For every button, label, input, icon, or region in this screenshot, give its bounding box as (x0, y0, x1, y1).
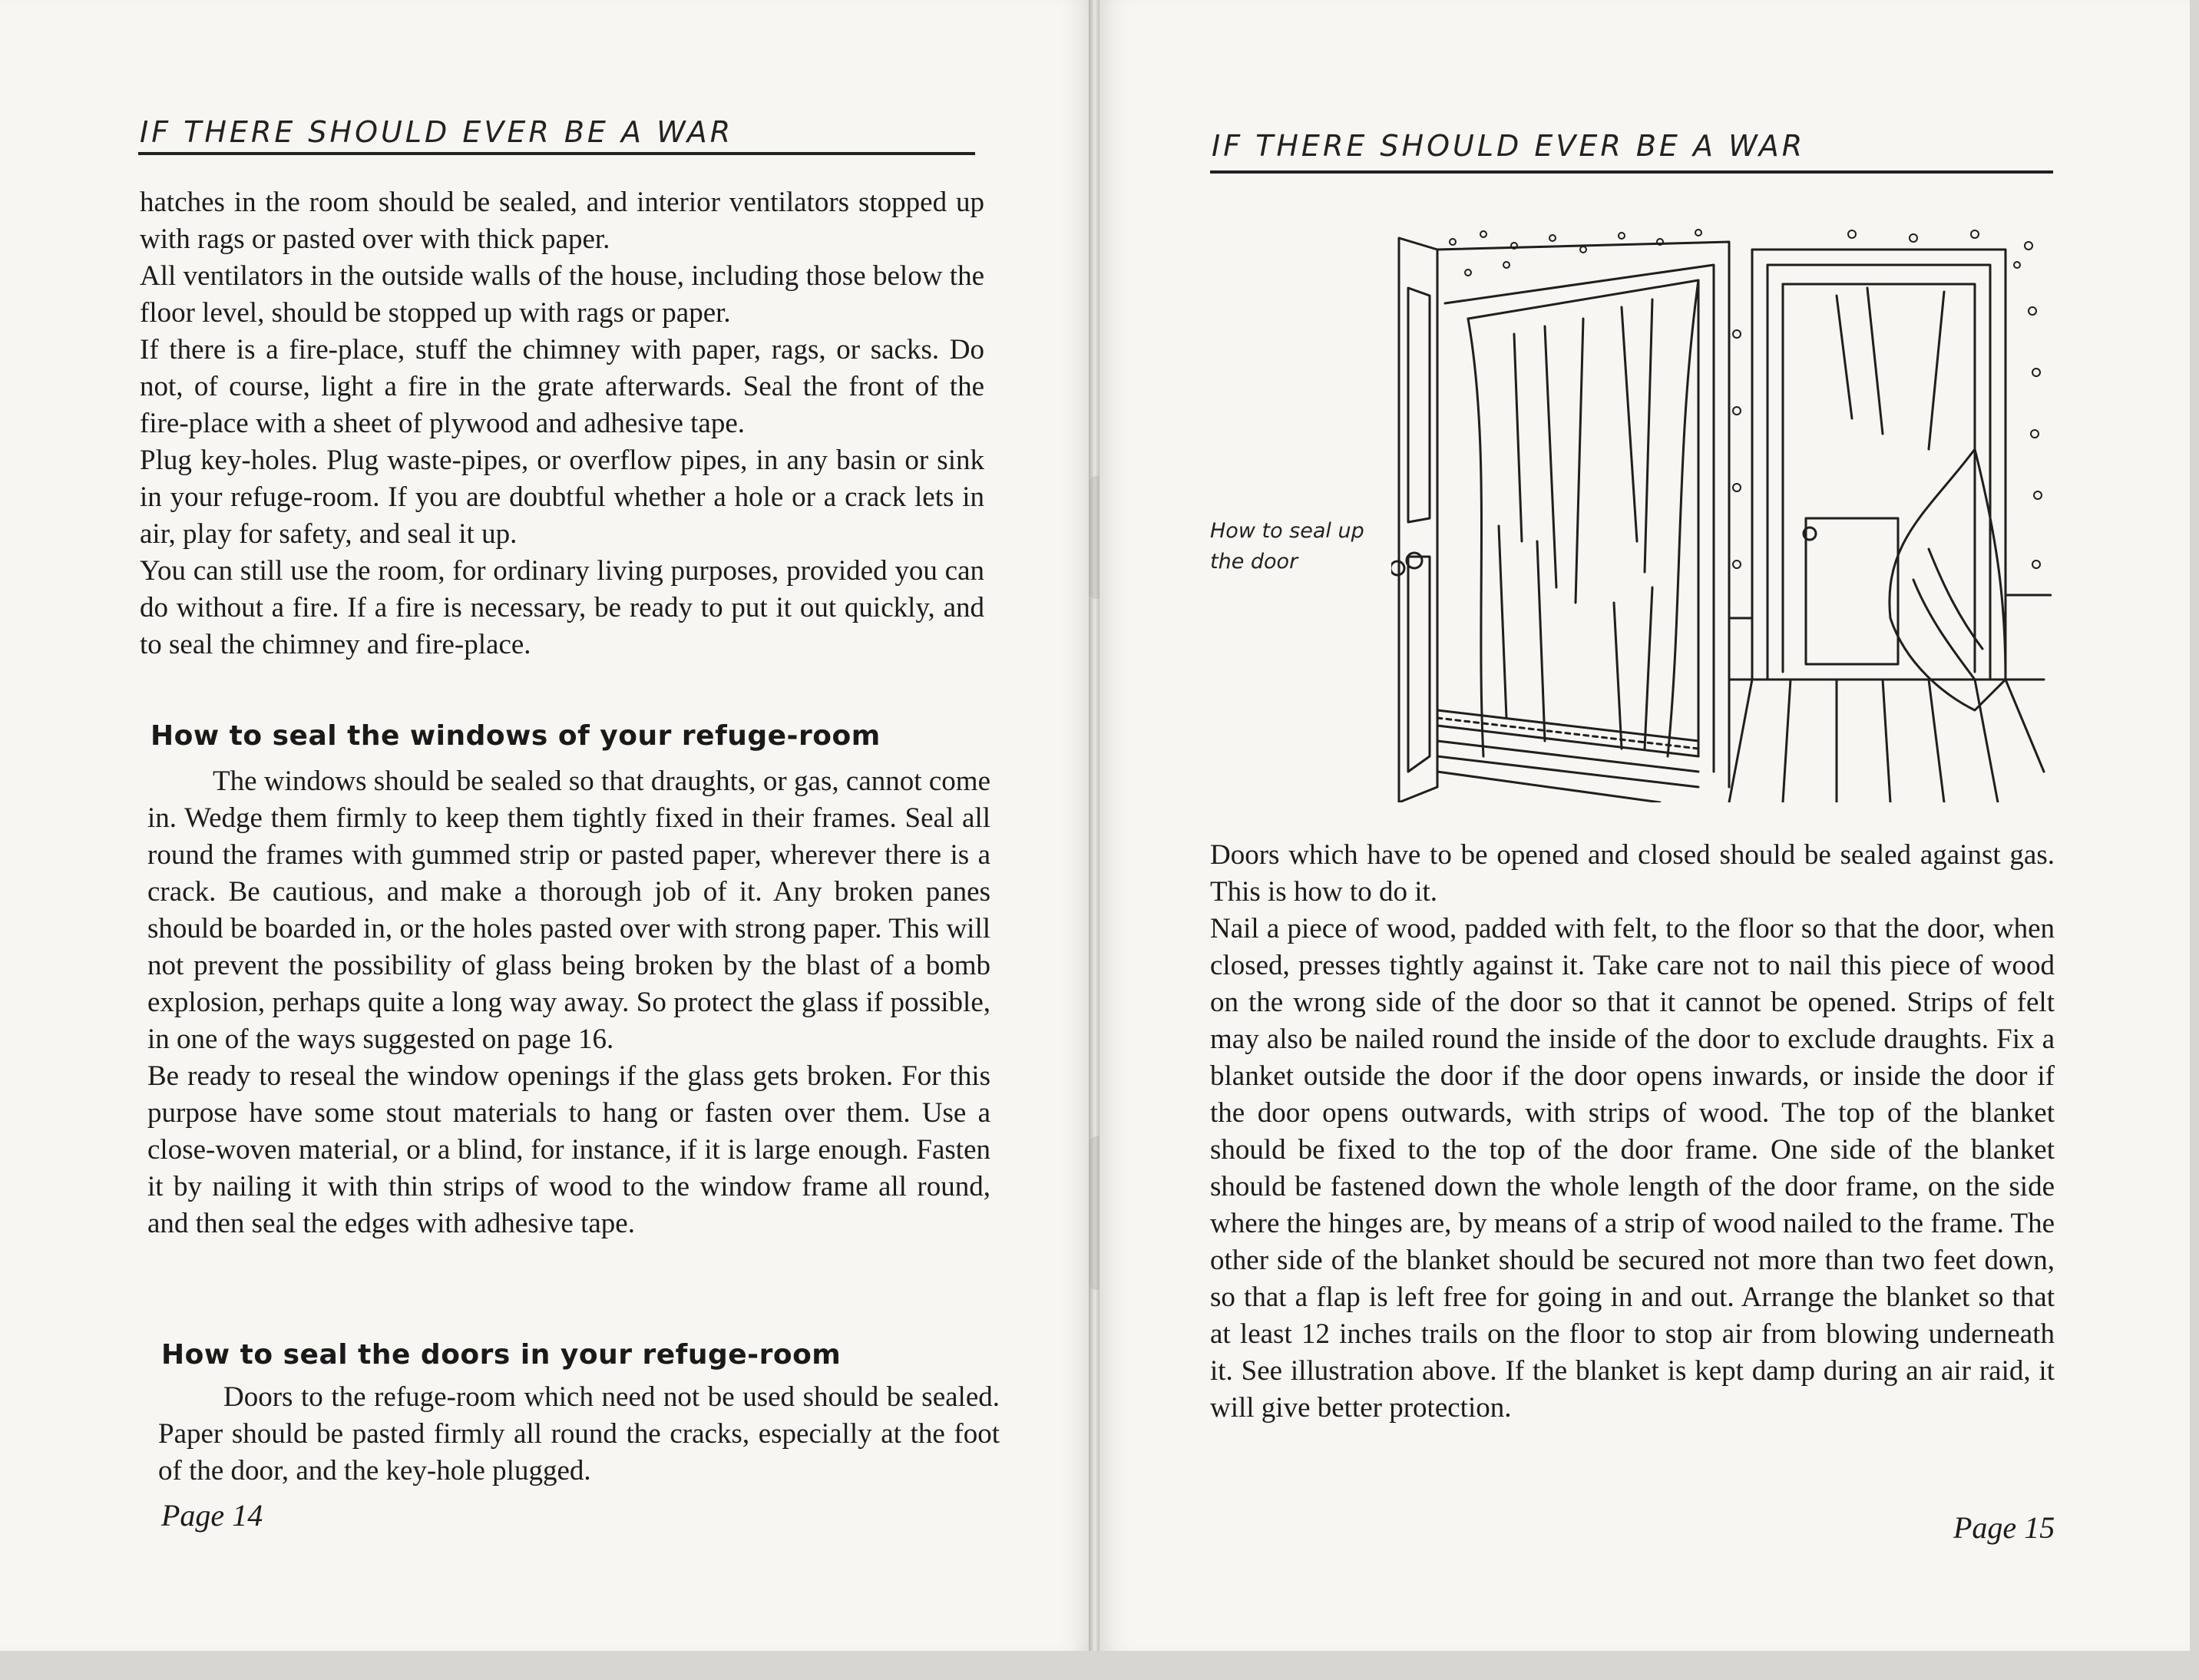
header-rule-left (138, 152, 975, 155)
paragraph: If there is a fire-place, stuff the chimney with paper, rags, or sacks. Do not, of course, light a fire in the grate afterwards. Seal the front of the fire-place with a sheet of plywood and adhesive tape. (140, 334, 984, 439)
running-head-right: IF THERE SHOULD EVER BE A WAR (1212, 129, 1806, 163)
caption-line: the door (1210, 550, 1298, 574)
paragraph: Nail a piece of wood, padded with felt, to the floor so that the door, when closed, presses tightly against it. Take care not to nail this piece of wood on the wrong side of the door so that it cannot be opened. Strips of felt may also be nailed round the inside of the door to exclude draughts. Fix a blanket outside the door if the door opens inwards, or inside the door if the door opens outwards, with strips of wood. The top of the blanket should be fixed to the top of the door frame. One side of the blanket should be fastened down the whole length of the door frame, on the side where the hinges are, by means of a strip of wood nailed to the frame. The other side of the blanket should be secured not more than two feet down, so that a flap is left free for going in and out. Arrange the blanket so that at least 12 inches trails on the floor to stop air from blowing underneath it. See illustration above. If the blanket is kept damp during an air raid, it will give better protection. (1210, 913, 2055, 1424)
left-body-doors (158, 1379, 1000, 1490)
left-body-windows (147, 763, 990, 1242)
paragraph: All ventilators in the outside walls of the house, including those below the floor level, should be stopped up with rags or paper. (140, 260, 984, 329)
paragraph: The windows should be sealed so that draughts, or gas, cannot come in. Wedge them firmly to keep them tightly fixed in their frames. Seal all round the frames with gummed strip or pasted paper, wherever there is a crack. Be cautious, and make a thorough job of it. Any broken panes should be boarded in, or the holes pasted over with strong paper. This will not prevent the possibility of glass being broken by the blast of a bomb explosion, perhaps quite a long way away. So protect the glass if possible, in one of the ways suggested on page 16. (147, 766, 990, 1055)
paragraph: Be ready to reseal the window openings if the glass gets broken. For this purpose have some stout materials to hang or fasten over them. Use a close-woven material, or a blind, for instance, if it is large enough. Fasten it by nailing it with thin strips of wood to the window frame all round, and then seal the edges with adhesive tape. (147, 1060, 990, 1239)
left-page (0, 0, 1091, 1651)
caption-line: How to seal up (1210, 519, 1364, 543)
paragraph: Doors which have to be opened and closed should be sealed against gas. This is how to do it. (1210, 839, 2055, 908)
wallpaper-pattern (1450, 230, 2042, 568)
door-sealing-illustration (1391, 219, 2052, 802)
left-body-top (140, 184, 984, 663)
right-body (1210, 837, 2055, 1427)
running-head-left: IF THERE SHOULD EVER BE A WAR (140, 115, 734, 149)
folio-left: Page 14 (161, 1498, 263, 1533)
blanket (1468, 319, 1483, 756)
heading-doors: How to seal the doors in your refuge-room (161, 1339, 842, 1371)
paragraph: hatches in the room should be sealed, and interior ventilators stopped up with rags or pasted over with thick paper. (140, 187, 984, 255)
paragraph: Plug key-holes. Plug waste-pipes, or overflow pipes, in any basin or sink in your refuge-room. If you are doubtful whether a hole or a crack lets in air, play for safety, and seal it up. (140, 445, 984, 550)
paragraph: You can still use the room, for ordinary living purposes, provided you can do without a fire. If a fire is necessary, be ready to put it out quickly, and to seal the chimney and fire-place. (140, 555, 984, 660)
heading-windows: How to seal the windows of your refuge-room (150, 720, 881, 752)
inner-door (1806, 518, 1898, 664)
folio-right: Page 15 (1953, 1510, 2055, 1545)
right-page (1100, 0, 2190, 1651)
figure-caption (1210, 516, 1394, 577)
blanket-flap (1890, 449, 2006, 710)
door-frame-right (1752, 250, 2006, 680)
header-rule-right (1210, 170, 2053, 174)
paragraph: Doors to the refuge-room which need not be used should be sealed. Paper should be pasted firmly all round the cracks, especially at the foot of the door, and the key-hole plugged. (158, 1381, 1000, 1487)
